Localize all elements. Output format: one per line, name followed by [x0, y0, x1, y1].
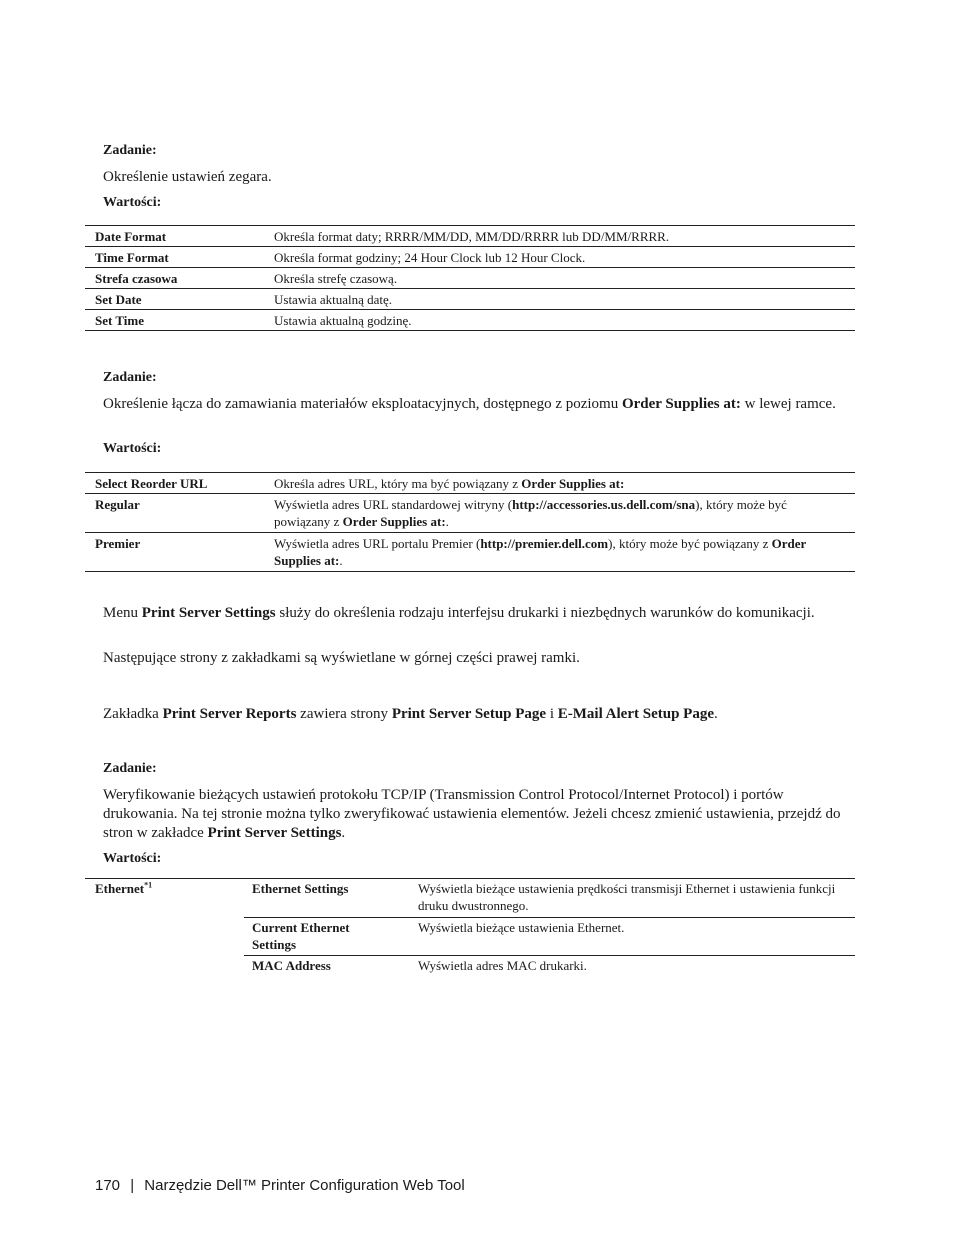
- row-desc: Ustawia aktualną godzinę.: [274, 313, 412, 328]
- desc-bold: Order Supplies at:: [521, 476, 625, 491]
- row-desc: Wyświetla adres MAC drukarki.: [418, 958, 587, 973]
- text-bold: E-Mail Alert Setup Page: [557, 706, 714, 722]
- table-row: [85, 289, 855, 310]
- reorder-values-table: [85, 472, 855, 572]
- task-label: Zadanie:: [103, 370, 157, 385]
- text-part: i: [546, 706, 558, 722]
- row-rule: [244, 955, 855, 956]
- footer-separator: |: [130, 1177, 135, 1194]
- row-key: Regular: [95, 497, 140, 512]
- row-key: Time Format: [95, 250, 169, 265]
- text-part: Zakładka: [103, 706, 163, 722]
- row-key: Date Format: [95, 229, 167, 244]
- row-key: Set Date: [95, 292, 142, 307]
- desc-part: Wyświetla adres URL standardowej witryny (: [274, 497, 513, 512]
- table-row: [85, 494, 855, 533]
- desc-bold: http://accessories.us.dell.com/sna: [512, 497, 696, 512]
- row-desc: Wyświetla bieżące ustawienia prędkości transmisji Ethernet i ustawienia funkcji druku dwustronnego.: [418, 881, 836, 913]
- desc-part: Określa adres URL, który ma być powiązany z: [274, 476, 522, 491]
- text-part: zawiera strony: [296, 706, 392, 722]
- row-key: MAC Address: [252, 958, 331, 973]
- row-key: Strefa czasowa: [95, 271, 178, 286]
- table-row: [85, 473, 855, 494]
- values-label: Wartości:: [103, 851, 162, 866]
- row-desc: Wyświetla bieżące ustawienia Ethernet.: [418, 920, 625, 935]
- task-label: Zadanie:: [103, 143, 157, 158]
- row-desc: [264, 494, 855, 533]
- text-part: Weryfikowanie bieżących ustawień protokołu TCP/IP (Transmission Control Protocol/Internet Protocol) i portów drukowania. Na tej stronie można tylko zweryfikować ustawienia elementów. Jeżeli chcesz zmienić ustawienia, przejdź do stron w zakładce: [103, 787, 841, 841]
- table-row: [85, 247, 855, 268]
- desc-part: ), który może być powiązany z: [274, 497, 787, 529]
- row-key: Premier: [95, 536, 141, 551]
- table-row: [85, 268, 855, 289]
- footnote-mark: *1: [144, 880, 153, 890]
- task-text: [103, 395, 858, 414]
- group-name: Ethernet: [95, 881, 145, 896]
- page-number: 170: [95, 1177, 121, 1194]
- clock-values-table: [85, 225, 855, 331]
- row-rule: [244, 917, 855, 918]
- table-row: [85, 310, 855, 331]
- desc-part: ), który może być powiązany z: [608, 536, 772, 551]
- row-desc: Określa strefę czasową.: [274, 271, 398, 286]
- row-key: Current Ethernet Settings: [252, 920, 350, 952]
- desc-part: .: [339, 553, 343, 568]
- row-desc: [264, 473, 855, 494]
- row-desc: Określa format godziny; 24 Hour Clock lub 12 Hour Clock.: [274, 250, 586, 265]
- row-key: Set Time: [95, 313, 144, 328]
- task-text-part: w lewej ramce.: [740, 396, 836, 412]
- task-text: [103, 786, 858, 843]
- values-label: Wartości:: [103, 441, 162, 456]
- desc-part: .: [445, 514, 449, 529]
- text-part: służy do określenia rodzaju interfejsu drukarki i niezbędnych warunków do komunikacji.: [275, 605, 815, 621]
- table-row: [85, 533, 855, 572]
- text-part: Menu: [103, 605, 142, 621]
- table-row: [85, 226, 855, 247]
- desc-bold: Order Supplies at:: [342, 514, 446, 529]
- intro-paragraph-2: Następujące strony z zakładkami są wyświetlane w górnej części prawej ramki.: [103, 650, 580, 666]
- text-part: .: [714, 706, 718, 722]
- intro-paragraph: [103, 604, 823, 623]
- row-key: Select Reorder URL: [95, 476, 208, 491]
- table-top-rule: [85, 878, 855, 879]
- task-text-bold: Order Supplies at:: [621, 396, 741, 412]
- text-part: .: [341, 825, 346, 841]
- text-bold: Print Server Settings: [141, 605, 276, 621]
- task-label: Zadanie:: [103, 761, 157, 776]
- reports-paragraph: [103, 705, 718, 724]
- row-desc: Ustawia aktualną datę.: [274, 292, 393, 307]
- task-text: Określenie ustawień zegara.: [103, 169, 272, 185]
- footer-title: Narzędzie Dell™ Printer Configuration Web Tool: [144, 1177, 465, 1194]
- desc-bold: Order Supplies at:: [274, 536, 807, 568]
- row-desc: [264, 533, 855, 572]
- desc-part: Wyświetla adres URL portalu Premier (: [274, 536, 481, 551]
- text-bold: Print Server Setup Page: [391, 706, 547, 722]
- text-bold: Print Server Reports: [162, 706, 297, 722]
- page-footer: [95, 1177, 465, 1194]
- ethernet-group-label: [95, 880, 152, 897]
- row-key: Ethernet Settings: [252, 881, 349, 896]
- values-label: Wartości:: [103, 195, 162, 210]
- task-text-part: Określenie łącza do zamawiania materiałów eksploatacyjnych, dostępnego z poziomu: [103, 396, 622, 412]
- text-bold: Print Server Settings: [207, 825, 342, 841]
- desc-bold: http://premier.dell.com: [480, 536, 609, 551]
- row-desc: Określa format daty; RRRR/MM/DD, MM/DD/RRRR lub DD/MM/RRRR.: [274, 229, 670, 244]
